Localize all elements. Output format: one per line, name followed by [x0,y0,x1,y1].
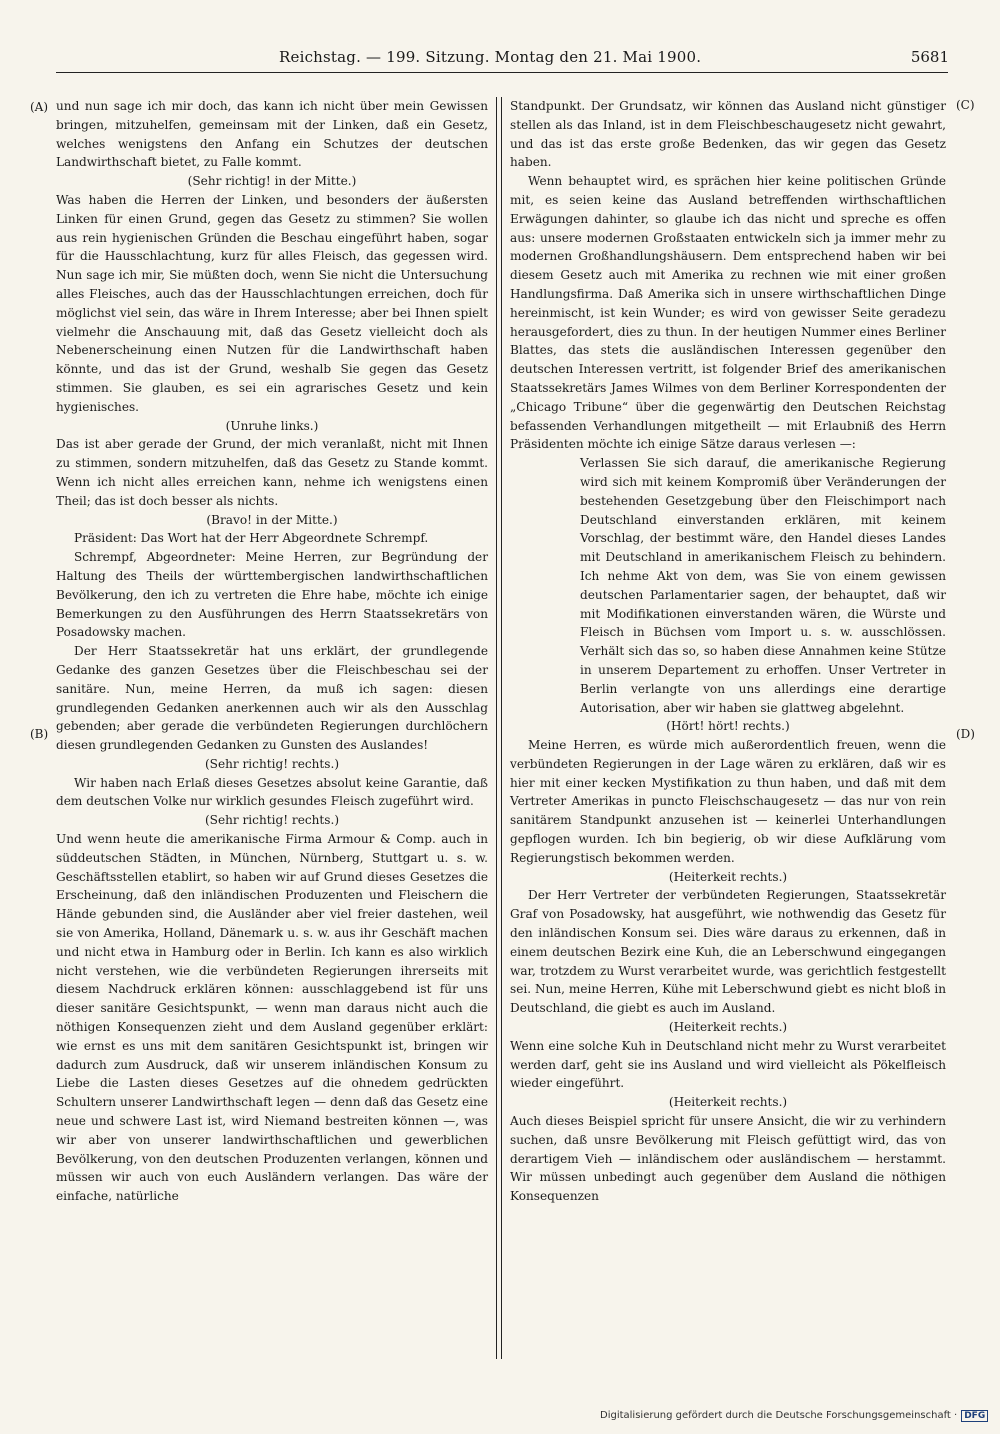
left-column [56,97,488,1206]
interjection: (Heiterkeit rechts.) [668,869,788,884]
paragraph: Präsident: Das Wort hat der Herr Abgeordnete Schrempf. [74,531,429,546]
interjection: (Heiterkeit rechts.) [668,1095,788,1110]
interjection: (Unruhe links.) [225,418,319,433]
paragraph: Meine Herren, es würde mich außerordentlich freuen, wenn die verbündeten Regierungen in der Lage wären zu erklären, daß wir es hier mit einer kecken Mystifikation zu thun haben, und daß mit dem Vertreter Amerikas in puncto Fleischschaugesetz — das nur von rein sanitärem Standpunkt anzusehen ist — keinerlei Unterhandlungen gepflogen wurden. Ich bin begierig, ob wir diese Aufklärung vom Regierungstisch bekommen werden. [510,738,946,865]
column-divider-inner [501,97,502,1359]
footer-credit [600,1410,988,1422]
dfg-logo: DFG [961,1410,988,1422]
column-divider [496,97,497,1359]
paragraph: Der Herr Staatssekretär hat uns erklärt, der grundlegende Gedanke des ganzen Gesetzes über die Fleischbeschau sei der sanitäre. Nun, meine Herren, da muß ich sagen: diesen grundlegenden Gedanken anerkennen auch wir als den Ausschlag gebenden; aber gerade die verbündeten Regierungen durchlöchern diesen grundlegenden Gedanken zu Gunsten des Auslandes! [56,644,488,753]
paragraph: Schrempf, Abgeordneter: Meine Herren, zur Begründung der Haltung des Theils der württembergischen landwirthschaftlichen Bevölkerung, den ich zu vertreten die Ehre habe, möchte ich einige Bemerkungen zu den Ausführungen des Herrn Staatssekretärs von Posadowsky machen. [56,550,488,640]
paragraph: und nun sage ich mir doch, das kann ich nicht über mein Gewissen bringen, mitzuhelfen, gemeinsam mit der Linken, daß ein Gesetz, welches wenigstens den Anfang ein Schutzes der deutschen Landwirthschaft bietet, zu Falle kommt. [56,99,488,170]
interjection: (Sehr richtig! in der Mitte.) [187,174,357,189]
footer-text: Digitalisierung gefördert durch die Deutsche Forschungsgemeinschaft · [600,1410,958,1421]
paragraph: Wenn behauptet wird, es sprächen hier keine politischen Gründe mit, es seien keine das Ausland betreffenden wirthschaftlichen Erwägungen dahinter, so glaube ich das nicht und spreche es offen aus: unsere modernen Großstaaten entwickeln sich ja immer mehr zu modernen Großhandlungshäusern. Dem entsprechend haben wir bei diesem Gesetz auch mit Amerika zu rechnen wie mit einer großen Handlungsfirma. Daß Amerika sich in unsere wirthschaftlichen Dinge hereinmischt, ist kein Wunder; es wird von gewisser Seite geradezu herausgefordert, dies zu thun. In der heutigen Nummer eines Berliner Blattes, das stets die ausländischen Interessen gegenüber den deutschen Interessen vertritt, ist folgender Brief des amerikanischen Staatssekretärs James Wilmes von dem Berliner Korrespondenten der „Chicago Tribune“ über die gegenwärtig den Deutschen Reichstag befassenden Verhandlungen mitgetheilt — mit Erlaubniß des Herrn Präsidenten möchte ich einige Sätze daraus verlesen —: [510,174,946,452]
right-column [510,97,946,1206]
paragraph: Der Herr Vertreter der verbündeten Regierungen, Staatssekretär Graf von Posadowsky, hat ausgeführt, wie nothwendig das Gesetz für den inländischen Konsum sei. Dies wäre daraus zu erkennen, daß in einem deutschen Bezirk eine Kuh, die an Leberschwund eingegangen war, trotzdem zu Wurst verarbeitet wurde, was gerichtlich festgestellt sei. Nun, meine Herren, Kühe mit Leberschwund giebt es nicht bloß in Deutschland, die giebt es auch im Ausland. [510,888,946,1016]
paragraph: Und wenn heute die amerikanische Firma Armour & Comp. auch in süddeutschen Städten, in München, Nürnberg, Stuttgart u. s. w. Geschäftsstellen etablirt, so haben wir auf Grund dieses Gesetzes die Erscheinung, daß den inländischen Produzenten und Fleischern die Hände gebunden sind, die Ausländer aber viel freier dastehen, weil sie von Amerika, Holland, Dänemark u. s. w. aus ihr Geschäft machen und nicht etwa in Hamburg oder in Berlin. Ich kann es also wirklich nicht verstehen, wie die verbündeten Regierungen ihrerseits mit diesem Nachdruck erklären können: ausschlaggebend ist für uns dieser sanitäre Gesichtspunkt, — wenn man daraus nicht auch die nöthigen Konsequenzen zieht und dem Ausland gegenüber erklärt: wie ernst es uns mit dem sanitären Gesichtspunkt ist, bringen wir dadurch zum Ausdruck, daß wir unserem inländischen Konsum zu Liebe die Lasten dieses Gesetzes auf die ohnedem gedrückten Schultern unserer Landwirthschaft legen — denn daß das Gesetz eine neue und schwere Last ist, wird Niemand bestreiten können —, was wir aber von unserer landwirthschaftlichen und gewerblichen Bevölkerung, von den deutschen Produzenten verlangen, können und müssen wir auch von euch Ausländern verlangen. Das wäre der einfache, natürliche [56,832,488,1204]
interjection: (Hört! hört! rechts.) [666,719,790,734]
margin-marker-a: (A) [30,100,49,114]
running-title: Reichstag. — 199. Sitzung. Montag den 21. Mai 1900. [279,48,702,66]
margin-marker-c: (C) [956,98,975,112]
paragraph: Wir haben nach Erlaß dieses Gesetzes absolut keine Garantie, daß dem deutschen Volke nur wirklich gesundes Fleisch zugeführt wird. [56,775,488,809]
interjection: (Sehr richtig! rechts.) [204,813,340,828]
interjection: (Heiterkeit rechts.) [668,1020,788,1035]
page-number: 5681 [910,48,949,66]
quoted-letter: Verlassen Sie sich darauf, die amerikanische Regierung wird sich mit keinem Kompromiß über Veränderungen der bestehenden Gesetzgebung über den Fleischimport nach Deutschland einverstanden erklären, mit keinem Vorschlag, der bestimmt wäre, den Handel dieses Landes mit Deutschland in amerikanischem Fleisch zu behindern. Ich nehme Akt von dem, was Sie von einem gewissen deutschen Parlamentarier sagen, der behauptet, daß wir mit Modifikationen einverstanden wären, die Würste und Fleisch in Büchsen vom Import u. s. w. ausschlössen. Verhält sich das so, so haben diese Annahmen keine Stütze in unserem Departement zu erhoffen. Unser Vertreter in Berlin verlangte von uns allerdings eine derartige Autorisation, aber wir haben sie glattweg abgelehnt. [580,456,946,715]
paragraph: Wenn eine solche Kuh in Deutschland nicht mehr zu Wurst verarbeitet werden darf, geht sie ins Ausland und wird vielleicht als Pökelfleisch wieder eingeführt. [510,1038,946,1091]
paragraph: Was haben die Herren der Linken, und besonders der äußersten Linken für einen Grund, gegen das Gesetz zu stimmen? Sie wollen aus rein hygienischen Gründen die Beschau eingeführt haben, sogar für die Hausschlachtung, kurz für alles Fleisch, das gegessen wird. Nun sage ich mir, Sie müßten doch, wenn Sie nicht die Untersuchung alles Fleisches, auch das der Hausschlachtungen erreichen, doch für möglichst viel sein, das wäre in Ihrem Interesse; aber bei Ihnen spielt vielmehr die Anschauung mit, daß das Gesetz vielleicht doch als Nebenerscheinung einen Nutzen für die Landwirthschaft haben könnte, und das ist der Grund, weshalb Sie gegen das Gesetz stimmen. Sie glauben, es sei ein agrarisches Gesetz und kein hygienisches. [56,192,488,414]
interjection: (Bravo! in der Mitte.) [206,512,338,527]
paragraph: Standpunkt. Der Grundsatz, wir können das Ausland nicht günstiger stellen als das Inland, ist in dem Fleischbeschaugesetz nicht gewahrt, und das ist das erste große Bedenken, das wir gegen das Gesetz haben. [510,99,946,170]
page-header [279,48,949,70]
margin-marker-d: (D) [956,727,975,741]
header-rule [56,72,948,73]
interjection: (Sehr richtig! rechts.) [204,756,340,771]
margin-marker-b: (B) [30,727,49,741]
paragraph: Das ist aber gerade der Grund, der mich veranlaßt, nicht mit Ihnen zu stimmen, sondern mitzuhelfen, daß das Gesetz zu Stande kommt. Wenn ich nicht alles erreichen kann, nehme ich wenigstens einen Theil; das ist doch besser als nichts. [56,437,488,508]
paragraph: Auch dieses Beispiel spricht für unsere Ansicht, die wir zu verhindern suchen, daß unsre Bevölkerung mit Fleisch gefüttigt wird, das von derartigem Vieh — inländischem oder ausländischem — herstammt. Wir müssen unbedingt auch gegenüber dem Ausland die nöthigen Konsequenzen [510,1114,946,1204]
